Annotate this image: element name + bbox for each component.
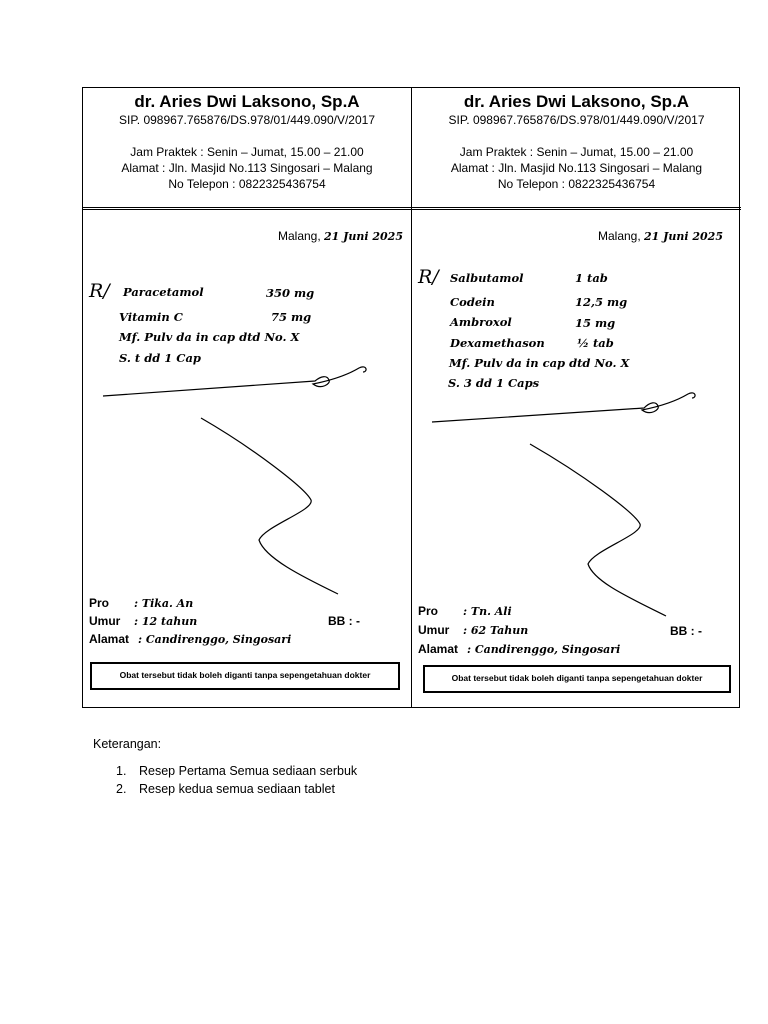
rx-dose-1: 350 mg [266,286,315,300]
substitution-notice: Obat tersebut tidak boleh diganti tanpa sepengetahuan dokter [90,662,400,690]
rx-line-2: Codein [450,295,495,309]
alamat-label: Alamat [89,632,130,646]
rx-dose-4: ½ tab [577,336,614,350]
date-city: Malang, [597,229,641,243]
prescription-2 [412,88,741,707]
rx-line-1: Salbutamol [450,271,524,285]
notes-item-text: Resep kedua semua sediaan tablet [139,782,335,796]
bb-label: BB : - [328,614,360,628]
practice-address: Alamat : Jln. Masjid No.113 Singosari – Malang [450,161,703,175]
rx-line-4: S. t dd 1 Cap [119,351,201,365]
practice-phone: No Telepon : 0822325436754 [168,177,326,191]
notes-item-text: Resep Pertama Semua sediaan serbuk [139,764,358,778]
practice-phone: No Telepon : 0822325436754 [497,177,656,191]
practice-hours: Jam Praktek : Senin – Jumat, 15.00 – 21.00 [130,145,364,159]
practice-hours: Jam Praktek : Senin – Jumat, 15.00 – 21.00 [459,145,694,159]
practice-address: Alamat : Jln. Masjid No.113 Singosari – Malang [121,161,373,175]
prescription-sheet [82,87,740,708]
bb-label: BB : - [670,624,702,638]
rx-line-2: Vitamin C [119,310,183,324]
pro-value: : Tn. Ali [463,605,512,618]
rx-line-4: Dexamethason [450,336,545,350]
rx-dose-2: 75 mg [271,310,312,324]
notes-item-number: 2. [116,782,127,796]
doctor-name: dr. Aries Dwi Laksono, Sp.A [463,92,690,111]
pro-value: : Tika. An [134,597,194,610]
doctor-signature [412,88,741,628]
doctor-sip: SIP. 098967.765876/DS.978/01/449.090/V/2017 [118,113,375,127]
rx-line-1: Paracetamol [123,285,204,299]
substitution-notice: Obat tersebut tidak boleh diganti tanpa sepengetahuan dokter [423,665,731,693]
umur-label: Umur [89,614,121,628]
rx-dose-1: 1 tab [575,271,608,285]
pro-label: Pro [418,604,439,618]
notes-title: Keterangan: [93,737,162,751]
notes-item [116,782,335,796]
rx-line-3: Ambroxol [450,315,512,329]
r-symbol: R/ [418,266,439,288]
alamat-label: Alamat [418,642,459,656]
date-city: Malang, [277,229,321,243]
notes-item [116,764,357,778]
date-value: 21 Juni 2025 [324,230,403,243]
r-symbol: R/ [89,280,110,302]
rx-line-5: Mf. Pulv da in cap dtd No. X [449,356,630,370]
umur-value: : 62 Tahun [463,624,529,637]
doctor-sip: SIP. 098967.765876/DS.978/01/449.090/V/2017 [448,113,705,127]
rx-dose-2: 12,5 mg [575,295,628,309]
doctor-signature [83,88,412,608]
prescription-1 [83,88,412,707]
rx-dose-3: 15 mg [575,316,616,330]
date-value: 21 Juni 2025 [644,230,723,243]
alamat-value: : Candirenggo, Singosari [467,643,621,656]
umur-value: : 12 tahun [134,615,198,628]
pro-label: Pro [89,596,110,610]
notes-item-number: 1. [116,764,127,778]
doctor-name: dr. Aries Dwi Laksono, Sp.A [134,92,360,111]
umur-label: Umur [418,623,450,637]
rx-line-6: S. 3 dd 1 Caps [448,376,540,390]
rx-line-3: Mf. Pulv da in cap dtd No. X [119,330,300,344]
alamat-value: : Candirenggo, Singosari [138,633,292,646]
